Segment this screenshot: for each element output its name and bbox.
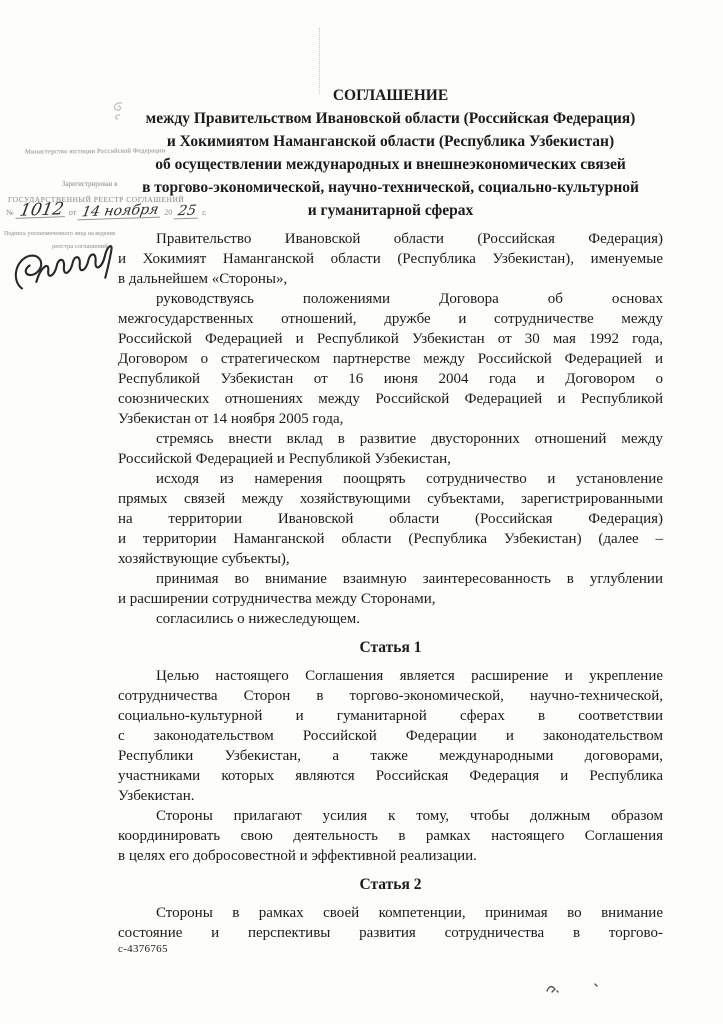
- stamp-year-suffix: г.: [202, 208, 207, 217]
- stamp-signature-caption-line1: Подпись уполномоченного лица на ведение: [4, 231, 116, 237]
- document-body: [118, 84, 663, 943]
- handwritten-registry-date: 14 ноября: [78, 204, 163, 221]
- text-line: Узбекистан от 14 ноября 2005 года,: [118, 411, 344, 427]
- preamble-paragraph: [118, 429, 663, 469]
- article-1-heading: Статья 1: [359, 639, 422, 656]
- text-line: состояние и перспективы развития сотрудничества в торгово-: [118, 925, 663, 941]
- text-line: сотрудничества Сторон в торгово-экономической, научно-технической,: [118, 688, 663, 704]
- text-line: Стороны прилагают усилия к тому, чтобы должным образом: [156, 808, 663, 824]
- text-line: руководствуясь положениями Договора об основах: [156, 291, 663, 307]
- text-line: хозяйствующие субъекты),: [118, 551, 290, 567]
- text-line: межгосударственных отношений, дружбе и сотрудничестве между: [118, 311, 663, 327]
- text-line: исходя из намерения поощрять сотрудничество и установление: [156, 471, 663, 487]
- text-line: Договором о стратегическом партнерстве между Российской Федерацией и: [118, 351, 663, 367]
- text-line: Целью настоящего Соглашения является расширение и укрепление: [156, 668, 663, 684]
- article-2-paragraph: [118, 903, 663, 943]
- text-line: социально-культурной и гуманитарной сферах в соответствии: [118, 708, 663, 724]
- preamble-paragraph: [118, 609, 663, 629]
- text-line: в целях его добросовестной и эффективной реализации.: [118, 848, 477, 864]
- preamble-paragraph: [118, 229, 663, 289]
- text-line: стремясь внести вклад в развитие двусторонних отношений между: [156, 431, 663, 447]
- text-line: и территории Наманганской области (Республика Узбекистан) (далее –: [118, 531, 663, 547]
- stamp-date-prefix: от: [68, 208, 77, 217]
- stamp-year-prefix: 20: [164, 208, 173, 217]
- text-line: между Правительством Ивановской области (Российская Федерация): [145, 110, 636, 127]
- text-line: в дальнейшем «Стороны»,: [118, 271, 288, 287]
- text-line: Республики Узбекистан, а также международными договорами,: [118, 748, 663, 764]
- text-line: прямых связей между хозяйствующими субъектами, зарегистрированными: [118, 491, 663, 507]
- stamp-signature-caption-line2: реестра соглашений: [52, 243, 108, 250]
- text-line: и Хокимиятом Наманганской области (Республика Узбекистан): [166, 133, 615, 150]
- text-line: и Хокимият Наманганской области (Республика Узбекистан), именуемые: [118, 251, 663, 267]
- text-line: принимая во внимание взаимную заинтересованность в углублении: [156, 571, 663, 587]
- handwritten-registry-year: 25: [174, 205, 200, 220]
- document-footer-code: с-4376765: [118, 943, 168, 955]
- text-line: и расширении сотрудничества между Сторонами,: [118, 591, 436, 607]
- text-line: в торгово-экономической, научно-технической, социально-культурной: [142, 179, 639, 196]
- text-line: координировать свою деятельность в рамках настоящего Соглашения: [118, 828, 663, 844]
- text-line: Стороны в рамках своей компетенции, принимая во внимание: [156, 905, 663, 921]
- text-line: Российской Федерацией и Республикой Узбекистан,: [118, 451, 451, 467]
- text-line: участниками которых являются Российская Федерация и Республика: [118, 768, 663, 784]
- text-line: с законодательством Российской Федерации и законодательством: [118, 728, 663, 744]
- text-line: союзнических отношениях между Российской Федерацией и Республикой: [118, 391, 663, 407]
- text-line: об осуществлении международных и внешнеэкономических связей: [155, 156, 626, 173]
- stamp-registered-line: Зарегистрирован в: [62, 180, 118, 188]
- preamble-paragraph: [118, 289, 663, 429]
- stamp-number-prefix: №: [6, 208, 14, 217]
- text-line: согласились о нижеследующем.: [156, 611, 361, 627]
- preamble-paragraph: [118, 569, 663, 609]
- stamp-registry-title: ГОСУДАРСТВЕННЫЙ РЕЕСТР СОГЛАШЕНИЙ: [8, 195, 185, 204]
- ink-smudge-artifact: [543, 981, 601, 995]
- text-line: и гуманитарной сферах: [307, 202, 474, 219]
- text-line: на территории Ивановской области (Российская Федерация): [118, 511, 663, 527]
- article-1-paragraph: [118, 666, 663, 806]
- document-title: [118, 84, 663, 222]
- handwritten-registry-number: 1012: [15, 202, 67, 219]
- stamp-ministry-line: Министерство юстиции Российской Федерации: [24, 147, 166, 156]
- article-2-heading: Статья 2: [359, 876, 422, 893]
- article-1-paragraph: [118, 806, 663, 866]
- preamble-paragraph: [118, 469, 663, 569]
- text-line: СОГЛАШЕНИЕ: [332, 87, 449, 104]
- text-line: Республикой Узбекистан от 16 июня 2004 года и Договором о: [118, 371, 663, 387]
- text-line: Правительство Ивановской области (Российская Федерация): [156, 231, 663, 247]
- text-line: Российской Федерацией и Республикой Узбекистан от 30 мая 1992 года,: [118, 331, 663, 347]
- text-line: Узбекистан.: [118, 788, 195, 804]
